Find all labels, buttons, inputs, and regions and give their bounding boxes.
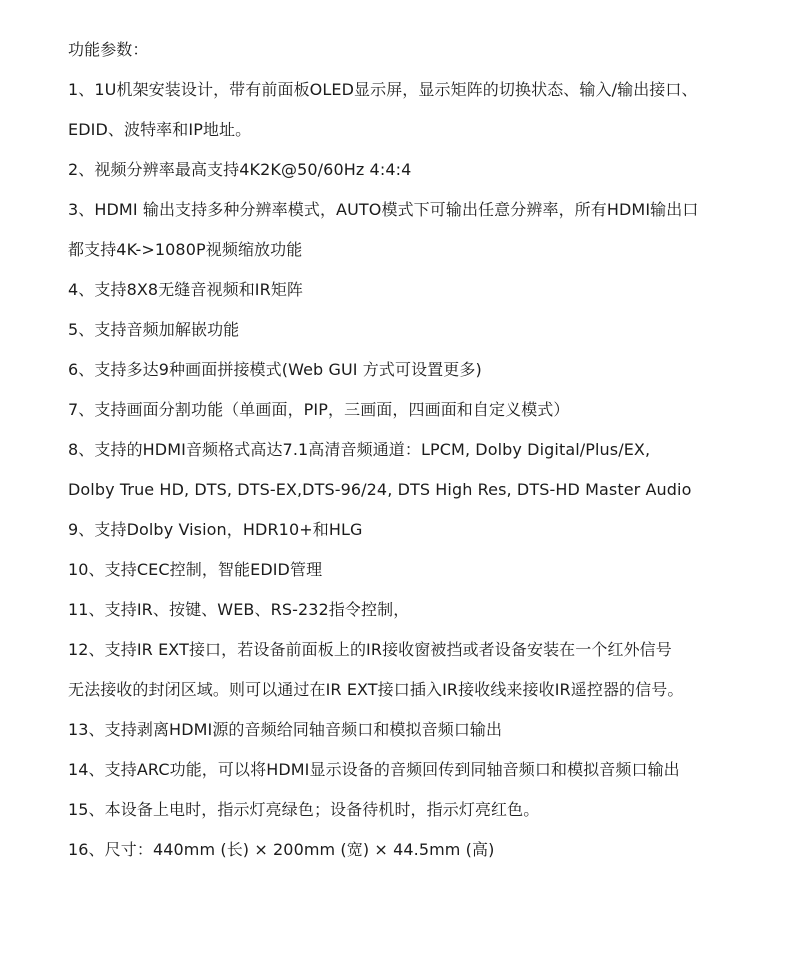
spec-line: 无法接收的封闭区域。则可以通过在IR EXT接口插入IR接收线来接收IR遥控器的信号。 bbox=[68, 680, 684, 699]
spec-line: 都支持4K->1080P视频缩放功能 bbox=[68, 240, 303, 259]
spec-heading: 功能参数： bbox=[68, 40, 149, 59]
spec-line: 11、支持IR、按键、WEB、RS-232指令控制， bbox=[68, 600, 410, 619]
spec-line: 16、尺寸：440mm (长) × 200mm (宽) × 44.5mm (高) bbox=[68, 840, 495, 859]
spec-line: 13、支持剥离HDMI源的音频给同轴音频口和模拟音频口输出 bbox=[68, 720, 503, 739]
spec-line: 4、支持8X8无缝音视频和IR矩阵 bbox=[68, 280, 304, 299]
spec-line: 7、支持画面分割功能（单画面，PIP，三画面，四画面和自定义模式） bbox=[68, 400, 570, 419]
spec-line: 15、本设备上电时，指示灯亮绿色；设备待机时，指示灯亮红色。 bbox=[68, 800, 540, 819]
spec-line: EDID、波特率和IP地址。 bbox=[68, 120, 252, 139]
spec-line: 12、支持IR EXT接口，若设备前面板上的IR接收窗被挡或者设备安装在一个红外信号 bbox=[68, 640, 672, 659]
spec-line: 3、HDMI 输出支持多种分辨率模式，AUTO模式下可输出任意分辨率，所有HDMI输出口 bbox=[68, 200, 699, 219]
spec-line: 6、支持多达9种画面拼接模式(Web GUI 方式可设置更多) bbox=[68, 360, 482, 379]
spec-line: 2、视频分辨率最高支持4K2K@50/60Hz 4:4:4 bbox=[68, 160, 412, 179]
spec-line: Dolby True HD, DTS, DTS-EX,DTS-96/24, DTS High Res, DTS-HD Master Audio bbox=[68, 480, 692, 499]
spec-line: 9、支持Dolby Vision，HDR10+和HLG bbox=[68, 520, 363, 539]
spec-line: 10、支持CEC控制，智能EDID管理 bbox=[68, 560, 323, 579]
spec-line: 8、支持的HDMI音频格式高达7.1高清音频通道：LPCM, Dolby Digital/Plus/EX, bbox=[68, 440, 651, 459]
spec-line: 1、1U机架安装设计，带有前面板OLED显示屏，显示矩阵的切换状态、输入/输出接口、 bbox=[68, 80, 698, 99]
spec-line: 14、支持ARC功能，可以将HDMI显示设备的音频回传到同轴音频口和模拟音频口输出 bbox=[68, 760, 680, 779]
spec-document bbox=[68, 30, 768, 870]
spec-line: 5、支持音频加解嵌功能 bbox=[68, 320, 240, 339]
